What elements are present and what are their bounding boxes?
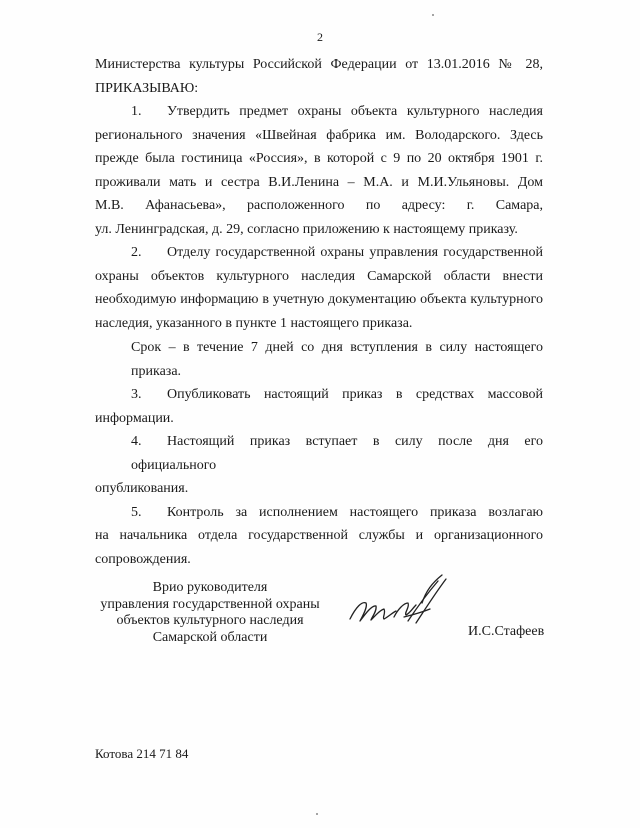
item-3-line-1 (95, 383, 543, 407)
item-4-line-2: опубликования. (95, 481, 189, 496)
item-4-number: 4. (131, 434, 142, 449)
item-2-text-1: Отделу государственной охраны управления государственной (167, 245, 543, 260)
item-5-number: 5. (131, 504, 142, 520)
item-4-text-1: Настоящий приказ вступает в силу после дня его официального (131, 434, 543, 473)
item-2-line-4: наследия, указанного в пункте 1 настоящего приказа. (95, 315, 413, 331)
position-line-2: управления государственной охраны (100, 596, 320, 612)
signatory-name: И.С.Стафеев (468, 624, 545, 639)
item-4-line-1 (95, 430, 543, 477)
intro-line: Министерства культуры Российской Федерации от 13.01.2016 № 28, (95, 57, 543, 72)
position-line-4: Самарской области (152, 629, 268, 645)
item-5-text-1: Контроль за исполнением настоящего приказа возлагаю (167, 504, 543, 520)
handwritten-signature (346, 573, 456, 643)
item-2-line-1 (95, 241, 543, 265)
item-5-line-2: на начальника отдела государственной службы и организационного (95, 528, 543, 543)
item-1-line-4: проживали мать и сестра В.И.Ленина – М.А. и М.И.Ульяновы. Дом (95, 174, 543, 190)
item-1-line-2: регионального значения «Швейная фабрика им. Володарского. Здесь (95, 127, 543, 143)
page-number: 2 (317, 30, 323, 44)
item-2-number: 2. (131, 245, 142, 260)
contact-info: Котова 214 71 84 (95, 746, 189, 761)
item-2-line-2: охраны объектов культурного наследия Самарской области внести (95, 268, 543, 284)
scan-speck (432, 14, 434, 16)
item-1-number: 1. (131, 104, 142, 119)
item-1-text-1: Утвердить предмет охраны объекта культурного наследия (167, 104, 543, 119)
item-3-line-2: информации. (95, 410, 174, 426)
signatory-position (95, 580, 325, 646)
position-line-3: объектов культурного наследия (116, 613, 304, 628)
prikazyvayu: ПРИКАЗЫВАЮ: (95, 80, 199, 96)
item-3-number: 3. (131, 387, 142, 402)
deadline-line-1: Срок – в течение 7 дней со дня вступления в силу настоящего (131, 340, 543, 355)
item-3-text-1: Опубликовать настоящий приказ в средствах массовой (167, 387, 543, 402)
item-5-line-3: сопровождения. (95, 551, 191, 567)
position-line-1: Врио руководителя (152, 580, 268, 595)
item-2-line-3: необходимую информацию в учетную документацию объекта культурного (95, 292, 543, 307)
item-1-line-3: прежде была гостиница «Россия», в которой с 9 по 20 октября 1901 г. (95, 151, 543, 166)
document-body (95, 53, 543, 571)
item-1-line-1 (95, 100, 543, 124)
item-1-line-5: М.В. Афанасьева», расположенного по адресу: г. Самара, (95, 198, 543, 213)
item-5-line-1 (95, 501, 543, 525)
item-1-line-6: ул. Ленинградская, д. 29, согласно приложению к настоящему приказу. (95, 221, 518, 237)
scan-speck (316, 813, 318, 815)
deadline-line-2: приказа. (131, 363, 182, 379)
